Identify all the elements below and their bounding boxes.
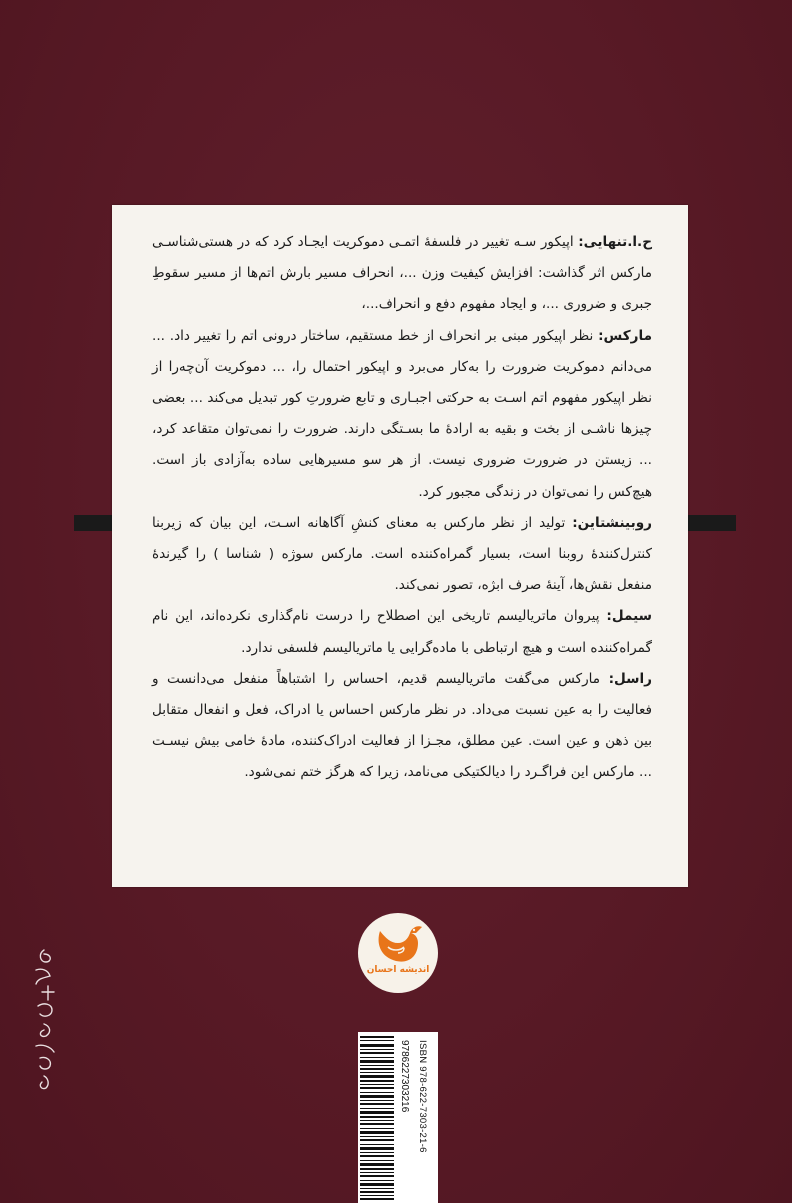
quote-paragraph	[152, 508, 652, 602]
publisher-name: اندیشه احسان	[366, 965, 430, 975]
isbn-label: ISBN 978-622-7303-21-6	[417, 1040, 428, 1153]
publisher-logo	[358, 913, 438, 993]
quotes-panel	[112, 205, 688, 887]
quote-text: نظر اپیکور مبنی بر انحراف از خط مستقیم، ساختار درونی اتم را تغییر داد. ... می‌دانم دموکریت ضرورت را به‌کار می‌برد و اپیکور احتمال را، ... دموکریت آن‌چه‌را از نظر اپیکور مفهوم اتم اسـت به حرکتی اجبـاری و تابع ضرورتِ کور تبدیل می‌کند ... بعضی چیزها ناشـی از بخت و بقیه به ارادهٔ ما بسـتگی دارند. ضرورت را نمی‌توان متقاعد کرد، ... زیستن در ضرورت ضروری نیست. از هر سو مسیرهایی ساده به‌آزادی باز است. هیچ‌کس را نمی‌توان در زندگی مجبور کرد.	[152, 327, 652, 500]
quote-speaker: راسل:	[608, 670, 652, 687]
left-edge-marker	[74, 515, 112, 531]
quote-speaker: روبینشتاین:	[572, 514, 652, 531]
quote-text: پیروان ماتریالیسم تاریخی این اصطلاح را درست نام‌گذاری نکرده‌اند، این نام گمراه‌کننده است و هیچ ارتباطی با ماده‌گرایی یا ماتریالیسم فلسفی ندارد.	[152, 608, 652, 656]
right-edge-marker	[688, 515, 736, 531]
quote-paragraph	[152, 601, 652, 663]
quote-paragraph	[152, 664, 652, 789]
quote-speaker: ح.ا.تنهایی:	[578, 234, 652, 250]
quote-paragraph	[152, 321, 652, 508]
quote-text: اپیکور سـه تغییر در فلسفهٔ اتمـی دموکریت ایجـاد کرد که در هستی‌شناسـی مارکس اثر گذاشت: افزایش کیفیت وزن ...، انحراف مسیر بارش اتم‌ها از مسیر سقوطِ جبری و ضروری ...، و ایجاد مفهوم دفع و انحراف...،	[152, 234, 652, 313]
quotes-text	[152, 227, 652, 789]
quote-text: مارکس می‌گفت ماتریالیسم قدیم، احساس را اشتباهاً منفعل می‌دانست و فعالیت را به عین نسبت می‌داد. در نظر مارکس احساس یا ادراک، فعل و انفعال متقابل بین ذهن و عین است. عین مطلق، مجـزا از فعالیت ادراک‌کننده، مادهٔ خامی بیش نیسـت ... مارکس این فراگـرد را دیالکتیکی می‌نامد، زیرا که هرگز ختم نمی‌شود.	[152, 670, 652, 781]
barcode-icon	[360, 1036, 394, 1200]
bird-icon	[358, 913, 438, 993]
quote-speaker: سیمل:	[606, 608, 652, 625]
isbn-barcode	[358, 1032, 438, 1203]
barcode-digits: 9786227303216	[399, 1040, 410, 1113]
quote-speaker: مارکس:	[598, 327, 652, 344]
handwritten-signature	[14, 940, 74, 1100]
quote-paragraph	[152, 227, 652, 321]
quote-text: تولید از نظر مارکس به معنای کنشِ آگاهانه اسـت، این بیان که زیربنا کنترل‌کنندهٔ روبنا است، بسیار گمراه‌کننده است. مارکس سوژه ( شناسا ) را گیرندهٔ منفعل نقش‌ها، آینهٔ صرف ابژه، تصور نمی‌کند.	[152, 514, 652, 594]
